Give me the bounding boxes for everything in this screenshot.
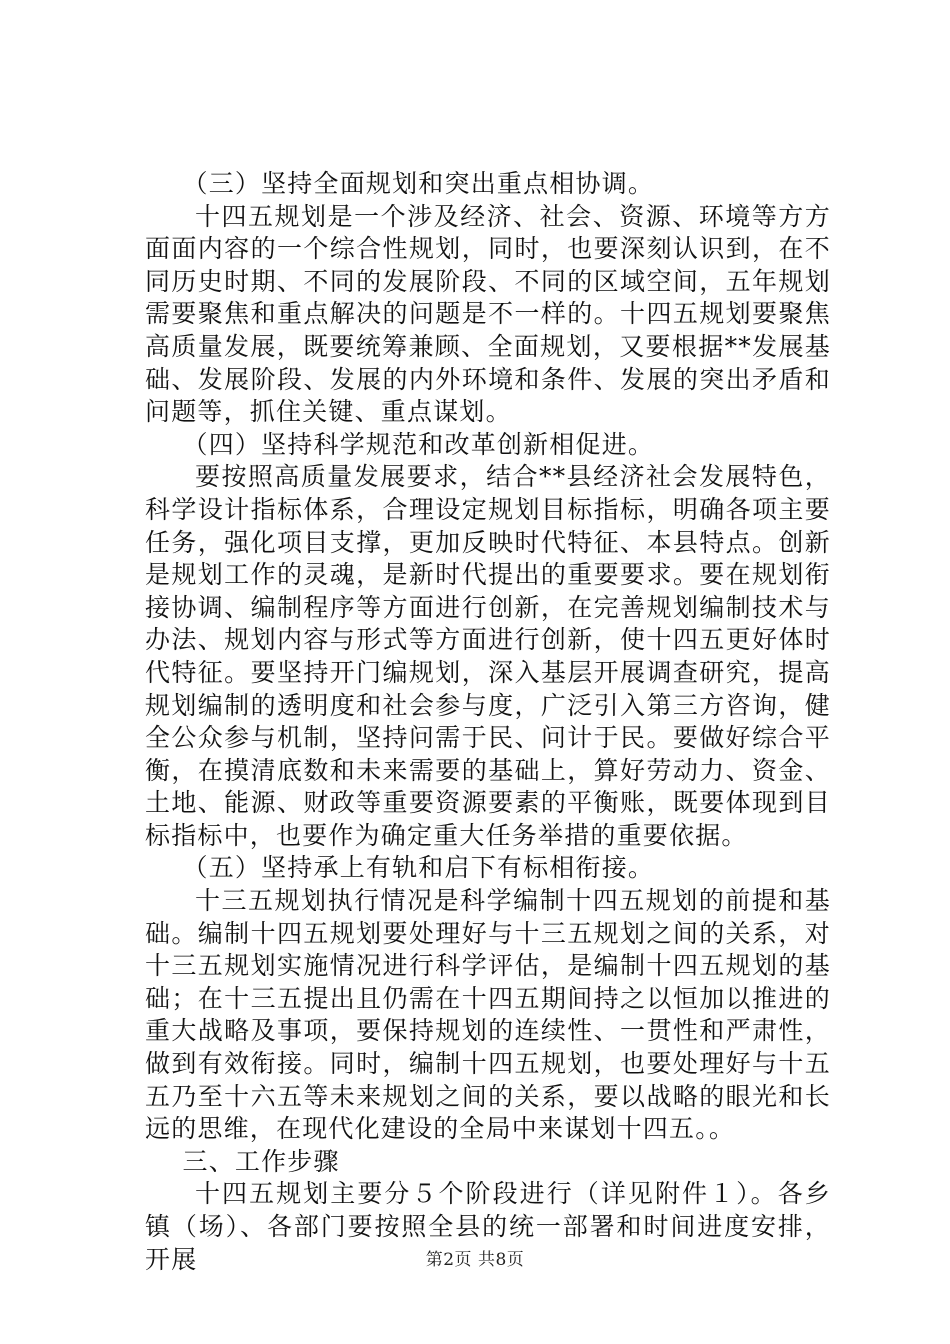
page-number-footer: 第2页 共8页 — [425, 1250, 525, 1270]
section-heading-work-steps: 三、工作步骤 — [182, 1146, 340, 1176]
paragraph-innovation: 要按照高质量发展要求，结合**县经济社会发展特色，科学设计指标体系，合理设定规划目标指标，明确各项主要任务，强化项目支撑，更加反映时代特征、本县特点。创新是规划工作的灵魂，是新时代提出的重要要求。要在规划衔接协调、编制程序等方面进行创新，在完善规划编制技术与办法、规划内容与形式等方面进行创新，使十四五更好体时代特征。要坚持开门编规划，深入基层开展调查研究，提高规划编制的透明度和社会参与度，广泛引入第三方咨询，健全公众参与机制，坚持问需于民、问计于民。要做好综合平衡，在摸清底数和未来需要的基础上，算好劳动力、资金、土地、能源、财政等重要资源要素的平衡账，既要体现到目标指标中，也要作为确定重大任务举措的重要依据。 — [145, 462, 831, 850]
paragraph-planning-overview: 十四五规划是一个涉及经济、社会、资源、环境等方方面面内容的一个综合性规划，同时，也要深刻认识到，在不同历史时期、不同的发展阶段、不同的区域空间，五年规划需要聚焦和重点解决的问题是不一样的。十四五规划要聚焦高质量发展，既要统筹兼顾、全面规划，又要根据**发展基础、发展阶段、发展的内外环境和条件、发展的突出矛盾和问题等，抓住关键、重点谋划。 — [145, 201, 831, 427]
document-body — [145, 168, 831, 1276]
paragraph-continuity: 十三五规划执行情况是科学编制十四五规划的前提和基础。编制十四五规划要处理好与十三五规划之间的关系，对十三五规划实施情况进行科学评估，是编制十四五规划的基础；在十三五提出且仍需在十四五期间持之以恒加以推进的重大战略及事项，要保持规划的连续性、一贯性和严肃性，做到有效衔接。同时，编制十四五规划，也要处理好与十五五乃至十六五等未来规划之间的关系，要以战略的眼光和长远的思维，在现代化建设的全局中来谋划十四五。。 — [145, 886, 831, 1144]
section-heading-4: （四）坚持科学规范和改革创新相促进。 — [182, 429, 655, 459]
section-heading-3: （三）坚持全面规划和突出重点相协调。 — [182, 169, 655, 198]
paragraph-work-stages: 十四五规划主要分５个阶段进行（详见附件１）。各乡镇（场）、各部门要按照全县的统一部署和时间进度安排，开展 — [145, 1179, 831, 1274]
section-heading-5: （五）坚持承上有轨和启下有标相衔接。 — [182, 853, 655, 883]
